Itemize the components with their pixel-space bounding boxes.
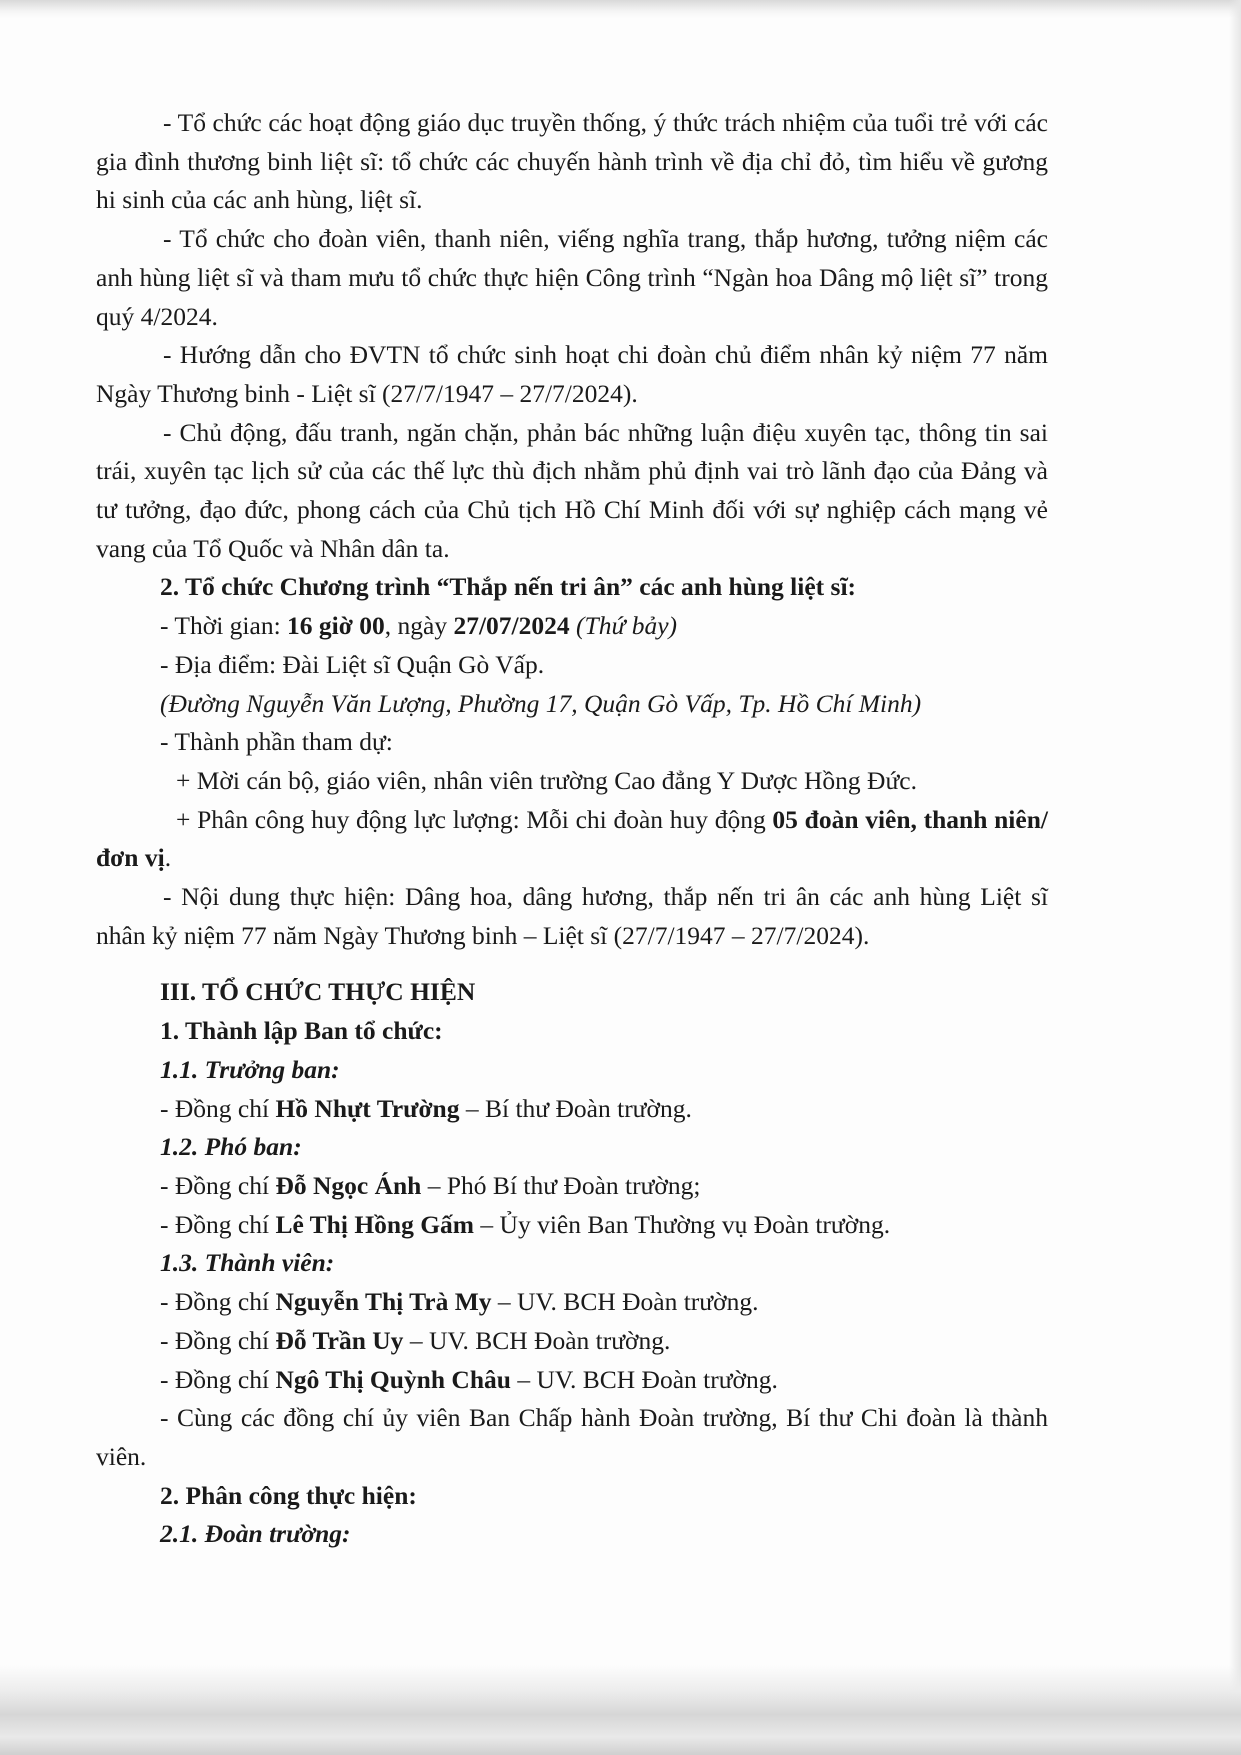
- participants-label: - Thành phần tham dự:: [160, 727, 393, 757]
- program-content: - Nội dung thực hiện: Dâng hoa, dâng hương, thắp nến tri ân các anh hùng Liệt sĩ nhân kỷ niệm 77 năm Ngày Thương binh – Liệt sĩ (27/7/1947 – 27/7/2024).: [96, 882, 1048, 950]
- program-location: - Địa điểm: Đài Liệt sĩ Quận Gò Vấp.: [160, 649, 545, 679]
- member-prefix: - Đồng chí: [160, 1093, 276, 1123]
- member-name: Hồ Nhựt Trường: [275, 1093, 460, 1123]
- member-name: Ngô Thị Quỳnh Châu: [275, 1364, 511, 1394]
- member-line: [96, 1167, 1048, 1206]
- document-body: [96, 104, 1048, 1554]
- member-prefix: - Đồng chí: [160, 1364, 276, 1394]
- participant-suffix: .: [164, 843, 172, 873]
- member-role: – UV. BCH Đoàn trường.: [491, 1287, 759, 1317]
- member-name: Đỗ Trần Uy: [275, 1325, 404, 1355]
- activity-paragraph: - Tổ chức cho đoàn viên, thanh niên, viếng nghĩa trang, thắp hương, tưởng niệm các anh hùng liệt sĩ và tham mưu tổ chức thực hiện Công trình “Ngàn hoa Dâng mộ liệt sĩ” trong quý 4/2024.: [96, 224, 1048, 331]
- activity-paragraph: - Hướng dẫn cho ĐVTN tổ chức sinh hoạt chi đoàn chủ điểm nhân kỷ niệm 77 năm Ngày Thương binh - Liệt sĩ (27/7/1947 – 27/7/2024).: [96, 340, 1048, 408]
- subsection-title: 2.1. Đoàn trường:: [160, 1519, 351, 1549]
- subsection-heading: 1. Thành lập Ban tổ chức:: [160, 1016, 443, 1046]
- member-line: [96, 1322, 1048, 1361]
- member-role: – UV. BCH Đoàn trường.: [510, 1364, 778, 1394]
- scan-edge-bottom: [0, 1665, 1241, 1755]
- time-date: 27/07/2024: [453, 611, 570, 641]
- participant-quota: 05 đoàn viên, thanh niên/đơn vị: [96, 804, 1048, 873]
- member-line: [96, 1090, 1048, 1129]
- member-prefix: - Đồng chí: [160, 1287, 276, 1317]
- member-role: – Phó Bí thư Đoàn trường;: [421, 1170, 701, 1200]
- role-title: 1.1. Trưởng ban:: [160, 1054, 340, 1084]
- member-prefix: - Đồng chí: [160, 1170, 276, 1200]
- member-role: – Bí thư Đoàn trường.: [459, 1093, 692, 1123]
- role-title: 1.3. Thành viên:: [160, 1248, 335, 1278]
- program-address: (Đường Nguyễn Văn Lượng, Phường 17, Quận Gò Vấp, Tp. Hồ Chí Minh): [160, 688, 922, 718]
- member-role: – UV. BCH Đoàn trường.: [403, 1325, 671, 1355]
- member-line: [96, 1361, 1048, 1400]
- activity-paragraph: - Chủ động, đấu tranh, ngăn chặn, phản bác những luận điệu xuyên tạc, thông tin sai trái, xuyên tạc lịch sử của các thế lực thù địch nhằm phủ định vai trò lãnh đạo của Đảng và tư tưởng, đạo đức, phong cách của Chủ tịch Hồ Chí Minh đối với sự nghiệp cách mạng vẻ vang của Tổ Quốc và Nhân dân ta.: [96, 417, 1048, 563]
- members-note: - Cùng các đồng chí ủy viên Ban Chấp hành Đoàn trường, Bí thư Chi đoàn là thành viên.: [96, 1403, 1048, 1471]
- member-role: – Ủy viên Ban Thường vụ Đoàn trường.: [474, 1209, 891, 1239]
- participant-text: + Phân công huy động lực lượng: Mỗi chi đoàn huy động: [176, 804, 773, 834]
- member-prefix: - Đồng chí: [160, 1209, 276, 1239]
- scan-edge-top: [0, 0, 1241, 18]
- member-line: [96, 1206, 1048, 1245]
- role-title: 1.2. Phó ban:: [160, 1132, 302, 1162]
- participant-item: [96, 801, 1048, 878]
- activity-paragraph: - Tổ chức các hoạt động giáo dục truyền thống, ý thức trách nhiệm của tuổi trẻ với các gia đình thương binh liệt sĩ: tổ chức các chuyến hành trình về địa chỉ đỏ, tìm hiểu về gương hi sinh của các anh hùng, liệt sĩ.: [96, 108, 1048, 215]
- program-heading: 2. Tổ chức Chương trình “Thắp nến tri ân” các anh hùng liệt sĩ:: [160, 572, 857, 602]
- time-prefix: - Thời gian:: [160, 611, 288, 641]
- participant-item: + Mời cán bộ, giáo viên, nhân viên trường Cao đẳng Y Dược Hồng Đức.: [176, 765, 917, 795]
- member-name: Đỗ Ngọc Ánh: [275, 1170, 422, 1200]
- subsection-heading: 2. Phân công thực hiện:: [160, 1480, 417, 1510]
- program-time: [96, 607, 1048, 646]
- scan-edge-right: [1229, 0, 1241, 1755]
- member-name: Nguyễn Thị Trà My: [275, 1287, 492, 1317]
- member-line: [96, 1283, 1048, 1322]
- time-mid: , ngày: [384, 611, 454, 641]
- member-prefix: - Đồng chí: [160, 1325, 276, 1355]
- time-hour: 16 giờ 00: [287, 611, 385, 641]
- section-heading: III. TỔ CHỨC THỰC HIỆN: [160, 977, 476, 1007]
- member-name: Lê Thị Hồng Gấm: [275, 1209, 475, 1239]
- time-day: (Thứ bảy): [569, 611, 678, 641]
